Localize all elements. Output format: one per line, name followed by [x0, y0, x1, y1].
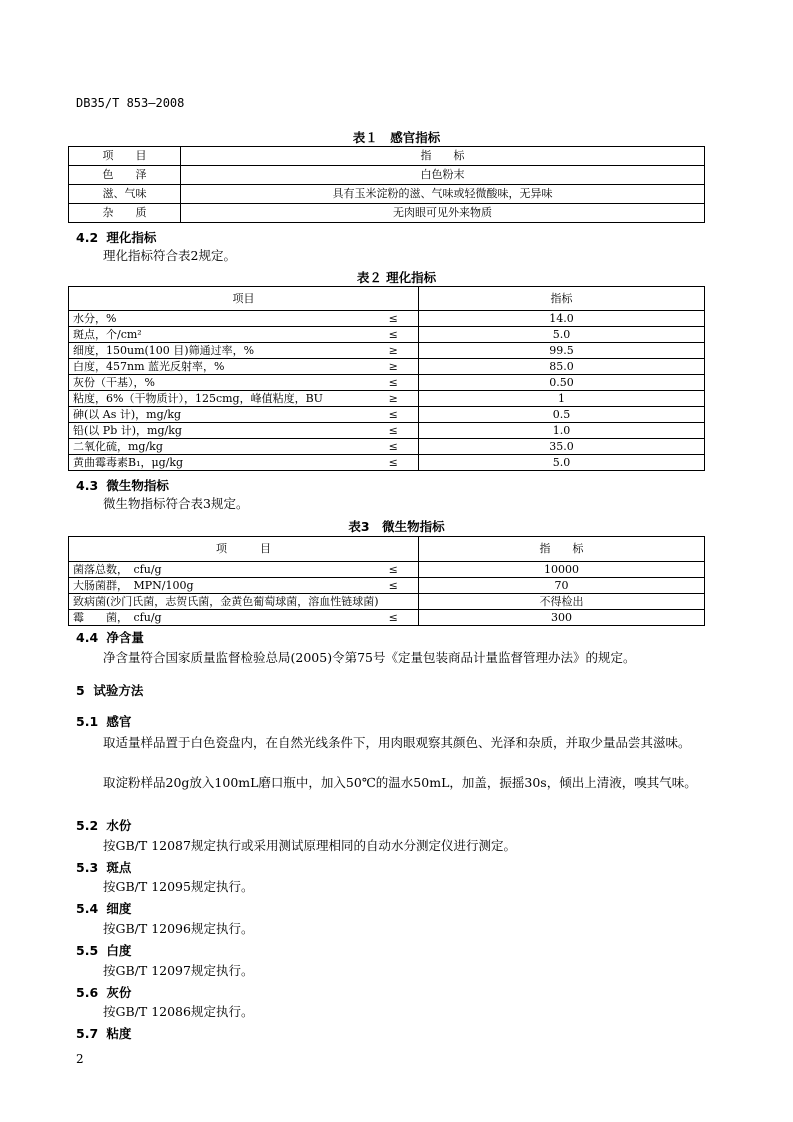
table-row — [69, 204, 705, 223]
table-row — [69, 327, 705, 343]
table2-cell: 白度，457nm 蓝光反射率，% — [69, 359, 369, 375]
table2-cell: 灰份（干基），% — [69, 375, 369, 391]
table1-cell: 滋、气味 — [69, 185, 181, 204]
table-row — [69, 423, 705, 439]
section-5-1-heading: 5.1 感官 — [76, 714, 132, 729]
page-number: 2 — [76, 1052, 84, 1066]
table2-cell: 斑点，个/cm² — [69, 327, 369, 343]
table2-value: 0.50 — [419, 375, 705, 391]
table2-cell: 砷(以 As 计)，mg/kg — [69, 407, 369, 423]
section-5-4-text: 按GB/T 12096规定执行。 — [103, 921, 254, 936]
table2-operator: ≤ — [369, 311, 419, 327]
document-code: DB35/T 853—2008 — [76, 96, 185, 110]
section-5-1-paragraph-2: 取淀粉样品20g放入100mL磨口瓶中，加入50℃的温水50mL，加盖，振摇30s，倾出上清液，嗅其气味。 — [103, 775, 697, 790]
table-row — [69, 311, 705, 327]
table2-operator: ≤ — [369, 455, 419, 471]
section-5-6-heading: 5.6 灰份 — [76, 985, 132, 1000]
table1-cell: 无肉眼可见外来物质 — [181, 204, 705, 223]
table1-cell: 色 泽 — [69, 166, 181, 185]
table3-value: 70 — [419, 578, 705, 594]
table3-operator: ≤ — [369, 562, 419, 578]
table2-header-item: 项目 — [69, 287, 419, 311]
table-row — [69, 578, 705, 594]
table2-value: 5.0 — [419, 455, 705, 471]
section-5-3-heading: 5.3 斑点 — [76, 860, 132, 875]
table-row — [69, 610, 705, 626]
table2-value: 1 — [419, 391, 705, 407]
section-5-2-heading: 5.2 水份 — [76, 818, 132, 833]
table2-value: 35.0 — [419, 439, 705, 455]
table-row — [69, 439, 705, 455]
table-row — [69, 359, 705, 375]
table2-operator: ≤ — [369, 327, 419, 343]
table2-value: 5.0 — [419, 327, 705, 343]
section-4-3-text: 微生物指标符合表3规定。 — [103, 496, 249, 511]
table2-operator: ≤ — [369, 375, 419, 391]
table2-value: 85.0 — [419, 359, 705, 375]
table2-operator: ≤ — [369, 407, 419, 423]
table1-header-value: 指 标 — [181, 147, 705, 166]
section-5-4-heading: 5.4 细度 — [76, 901, 132, 916]
section-4-2-heading: 4.2 理化指标 — [76, 230, 157, 245]
table2-caption: 表２ 理化指标 — [356, 270, 437, 285]
table-row — [69, 166, 705, 185]
section-5-3-text: 按GB/T 12095规定执行。 — [103, 879, 254, 894]
table2-cell: 二氧化硫，mg/kg — [69, 439, 369, 455]
section-4-4-text: 净含量符合国家质量监督检验总局(2005)令第75号《定量包装商品计量监督管理办法》的规定。 — [103, 650, 636, 665]
table2 — [68, 286, 705, 471]
section-5-6-text: 按GB/T 12086规定执行。 — [103, 1004, 254, 1019]
table2-operator: ≤ — [369, 439, 419, 455]
table2-operator: ≥ — [369, 391, 419, 407]
table-row — [69, 407, 705, 423]
table2-header-value: 指标 — [419, 287, 705, 311]
table3-operator: ≤ — [369, 578, 419, 594]
table3-header-value: 指 标 — [419, 537, 705, 562]
table1-cell: 具有玉米淀粉的滋、气味或轻微酸味，无异味 — [181, 185, 705, 204]
section-5-heading: 5 试验方法 — [76, 683, 144, 698]
section-5-5-heading: 5.5 白度 — [76, 943, 132, 958]
table-row — [69, 562, 705, 578]
table-row — [69, 391, 705, 407]
table1-header-item: 项 目 — [69, 147, 181, 166]
table3-cell: 霉 菌， cfu/g — [69, 610, 369, 626]
table2-cell: 黄曲霉毒素B₁，μg/kg — [69, 455, 369, 471]
table-row — [69, 455, 705, 471]
table-row — [69, 343, 705, 359]
table1 — [68, 146, 705, 223]
table-row — [69, 594, 705, 610]
table3-cell: 菌落总数， cfu/g — [69, 562, 369, 578]
table2-value: 1.0 — [419, 423, 705, 439]
table-row — [69, 147, 705, 166]
table3-header-item: 项 目 — [69, 537, 419, 562]
table-row — [69, 287, 705, 311]
table2-operator: ≥ — [369, 359, 419, 375]
table2-cell: 粘度，6%（干物质计），125cmg，峰值粘度，BU — [69, 391, 369, 407]
table3-operator: ≤ — [369, 610, 419, 626]
section-5-7-heading: 5.7 粘度 — [76, 1026, 132, 1041]
table2-operator: ≥ — [369, 343, 419, 359]
table3-caption: 表3 微生物指标 — [348, 519, 445, 534]
section-5-1-paragraph-1: 取适量样品置于白色瓷盘内，在自然光线条件下，用肉眼观察其颜色、光泽和杂质，并取少量品尝其滋味。 — [103, 735, 691, 750]
table1-caption: 表１ 感官指标 — [352, 130, 441, 145]
table-row — [69, 375, 705, 391]
table2-value: 99.5 — [419, 343, 705, 359]
table3-cell: 致病菌(沙门氏菌，志贺氏菌，金黄色葡萄球菌，溶血性链球菌) — [69, 594, 419, 610]
table3-value: 300 — [419, 610, 705, 626]
table2-cell: 水分，% — [69, 311, 369, 327]
table1-cell: 白色粉末 — [181, 166, 705, 185]
table2-cell: 细度，150um(100 目)筛通过率，% — [69, 343, 369, 359]
table-row — [69, 185, 705, 204]
section-5-2-text: 按GB/T 12087规定执行或采用测试原理相同的自动水分测定仪进行测定。 — [103, 838, 516, 853]
table2-operator: ≤ — [369, 423, 419, 439]
table2-value: 0.5 — [419, 407, 705, 423]
table3 — [68, 536, 705, 626]
table-row — [69, 537, 705, 562]
table3-value: 不得检出 — [419, 594, 705, 610]
section-5-5-text: 按GB/T 12097规定执行。 — [103, 963, 254, 978]
section-4-2-text: 理化指标符合表2规定。 — [103, 248, 236, 263]
table3-value: 10000 — [419, 562, 705, 578]
table3-cell: 大肠菌群， MPN/100g — [69, 578, 369, 594]
section-4-4-heading: 4.4 净含量 — [76, 630, 144, 645]
table1-cell: 杂 质 — [69, 204, 181, 223]
table2-cell: 铅(以 Pb 计)，mg/kg — [69, 423, 369, 439]
section-4-3-heading: 4.3 微生物指标 — [76, 478, 169, 493]
table2-value: 14.0 — [419, 311, 705, 327]
